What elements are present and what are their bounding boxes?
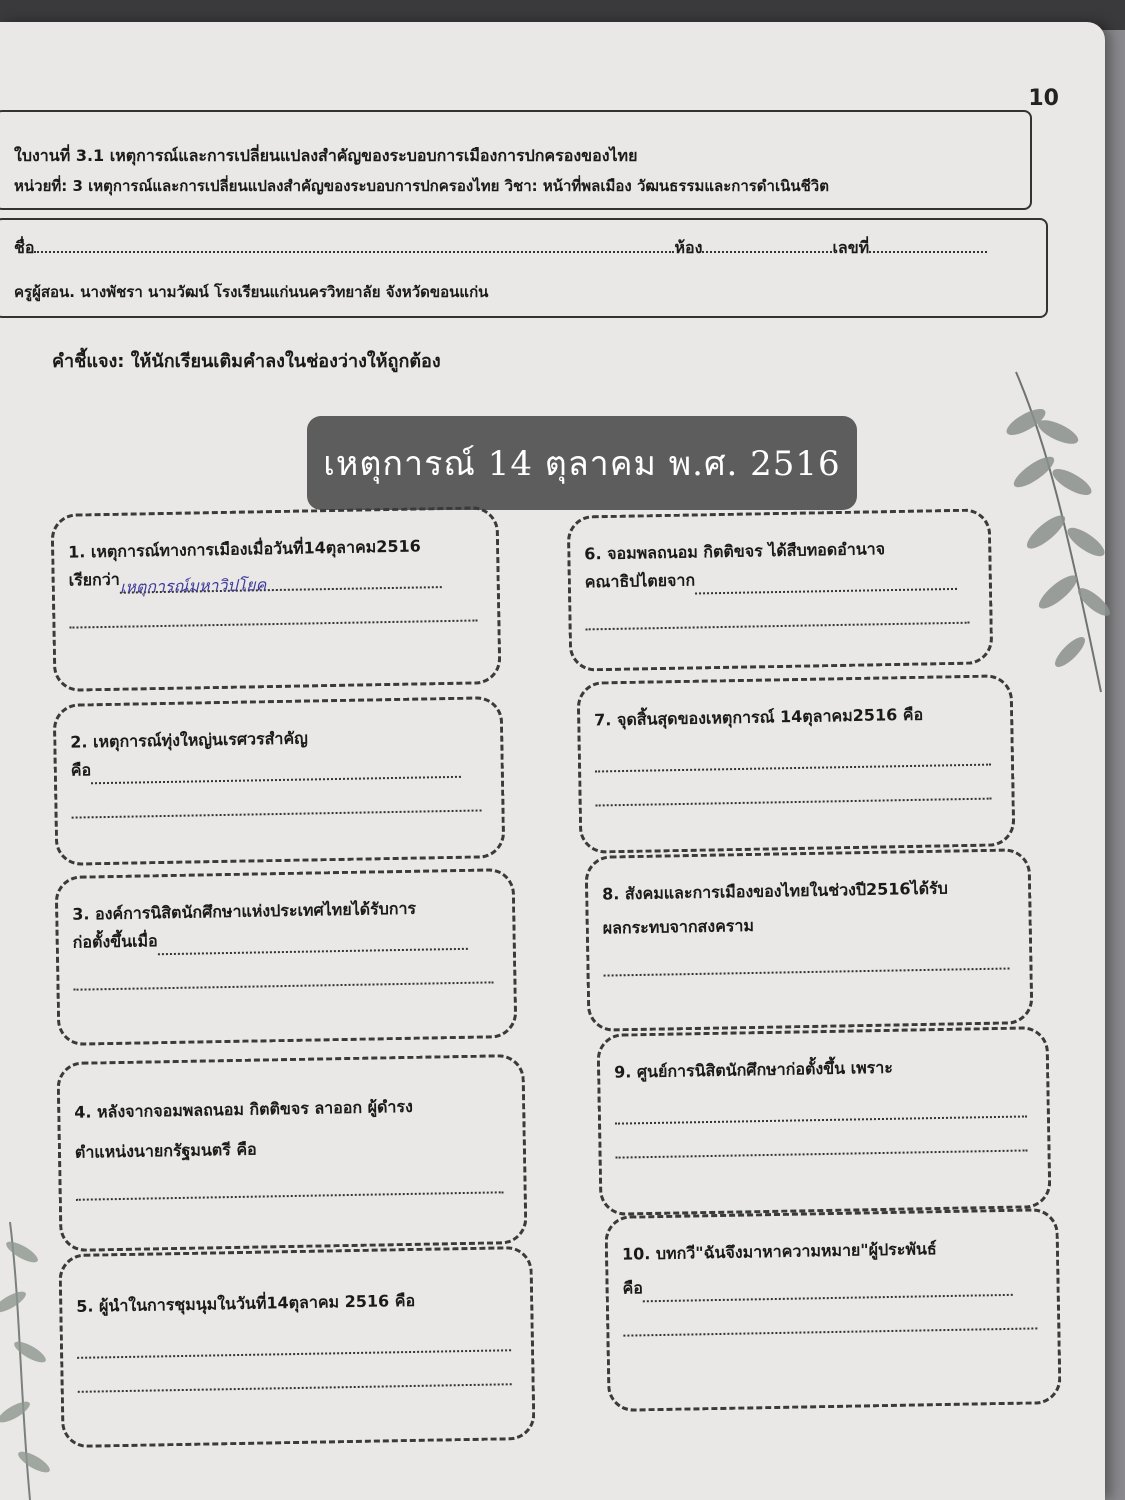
question-5-text: 5. ผู้นำในการชุมนุมในวันที่14ตุลาคม 2516 คือ <box>76 1290 416 1316</box>
answer-6-field[interactable] <box>695 570 957 595</box>
unit-line: หน่วยที่: 3 เหตุการณ์และการเปลี่ยนแปลงสำคัญของระบอบการปกครองไทย วิชา: หน้าที่พลเมือง วัฒนธรรมและการดำเนินชีวิต <box>14 177 829 195</box>
question-1-text: 1. เหตุการณ์ทางการเมืองเมื่อวันที่14ตุลาคม2516 <box>67 536 421 562</box>
room-field[interactable] <box>702 237 832 253</box>
answer-9-line-b[interactable] <box>615 1127 1027 1158</box>
question-card-1 <box>50 506 501 692</box>
answer-6-line[interactable] <box>585 600 969 631</box>
number-field[interactable] <box>869 237 987 253</box>
question-1-line2: เรียกว่าเหตุการณ์มหาวิปโยค <box>68 559 476 594</box>
question-10-text: 10. บทกวี"ฉันจึงมาหาความหมาย"ผู้ประพันธ์ <box>621 1239 937 1264</box>
question-9-text: 9. ศูนย์การนิสิตนักศึกษาก่อตั้งขึ้น เพราะ <box>613 1057 893 1082</box>
answer-1-field[interactable] <box>119 568 442 597</box>
question-card-5 <box>58 1246 535 1448</box>
answer-2-field[interactable] <box>91 758 461 784</box>
answer-5-line-a[interactable] <box>77 1327 511 1359</box>
question-card-2 <box>53 696 506 866</box>
question-8-line2: ผลกระทบจากสงคราม <box>602 915 755 938</box>
question-2-line2: คือ <box>71 749 481 784</box>
answer-10-line[interactable] <box>623 1305 1037 1336</box>
question-10-line2: คือ <box>622 1267 1036 1302</box>
answer-8-line[interactable] <box>603 946 1009 977</box>
answer-4-line[interactable] <box>75 1169 503 1200</box>
question-card-6 <box>567 508 994 671</box>
worksheet-page <box>0 22 1105 1500</box>
leaf-branch-icon <box>996 362 1114 702</box>
answer-9-line-a[interactable] <box>615 1093 1027 1124</box>
question-3-text: 3. องค์การนิสิตนักศึกษาแห่งประเทศไทยได้รับการ <box>72 898 417 924</box>
name-label: ชื่อ <box>14 238 35 257</box>
question-7-text: 7. จุดสิ้นสุดของเหตุการณ์ 14ตุลาคม2516 คือ <box>594 704 924 730</box>
question-4-text: 4. หลังจากจอมพลถนอม กิตติขจร ลาออก ผู้ดำรง <box>74 1096 413 1122</box>
answer-1-handwriting: เหตุการณ์มหาวิปโยค <box>119 575 267 597</box>
answer-3-line[interactable] <box>73 959 493 990</box>
question-3-line2: ก่อตั้งขึ้นเมื่อ <box>72 921 492 956</box>
answer-1-line[interactable] <box>69 597 477 628</box>
question-card-10 <box>604 1208 1061 1412</box>
question-card-4 <box>56 1054 527 1252</box>
answer-2-line[interactable] <box>71 787 481 818</box>
banner-title: เหตุการณ์ 14 ตุลาคม พ.ศ. 2516 <box>307 416 857 510</box>
worksheet-title: ใบงานที่ 3.1 เหตุการณ์และการเปลี่ยนแปลงสำคัญของระบอบการเมืองการปกครองของไทย <box>14 146 638 165</box>
teacher-line: ครูผู้สอน. นางพัชรา นามวัฒน์ โรงเรียนแก่นนครวิทยาลัย จังหวัดขอนแก่น <box>14 283 489 301</box>
question-card-7 <box>577 674 1016 854</box>
question-card-8 <box>584 848 1033 1032</box>
question-6-text: 6. จอมพลถนอม กิตติขจร ได้สืบทอดอำนาจ <box>584 539 886 564</box>
answer-5-line-b[interactable] <box>77 1361 511 1393</box>
answer-10-field[interactable] <box>643 1276 1013 1302</box>
answer-7-line-b[interactable] <box>595 776 991 807</box>
page-number: 10 <box>1028 86 1059 111</box>
question-card-3 <box>55 868 518 1046</box>
leaf-branch-icon-bottom <box>0 1222 60 1500</box>
question-2-text: 2. เหตุการณ์ทุ่งใหญ่นเรศวรสำคัญ <box>70 728 308 752</box>
name-field[interactable] <box>34 237 674 253</box>
answer-7-line-a[interactable] <box>595 742 991 773</box>
question-8-text: 8. สังคมและการเมืองของไทยในช่วงปี2516ได้รับ <box>602 878 948 904</box>
name-row <box>14 236 1004 261</box>
number-label: เลขที่ <box>832 238 870 257</box>
instruction: คำชี้แจง: ให้นักเรียนเติมคำลงในช่องว่างให้ถูกต้อง <box>52 351 441 372</box>
answer-3-field[interactable] <box>158 930 468 955</box>
room-label: ห้อง <box>674 238 703 257</box>
question-card-9 <box>596 1026 1051 1216</box>
question-6-line2: คณาธิปไตยจาก <box>585 562 969 597</box>
question-4-line2: ตำแหน่งนายกรัฐมนตรี คือ <box>74 1139 257 1162</box>
